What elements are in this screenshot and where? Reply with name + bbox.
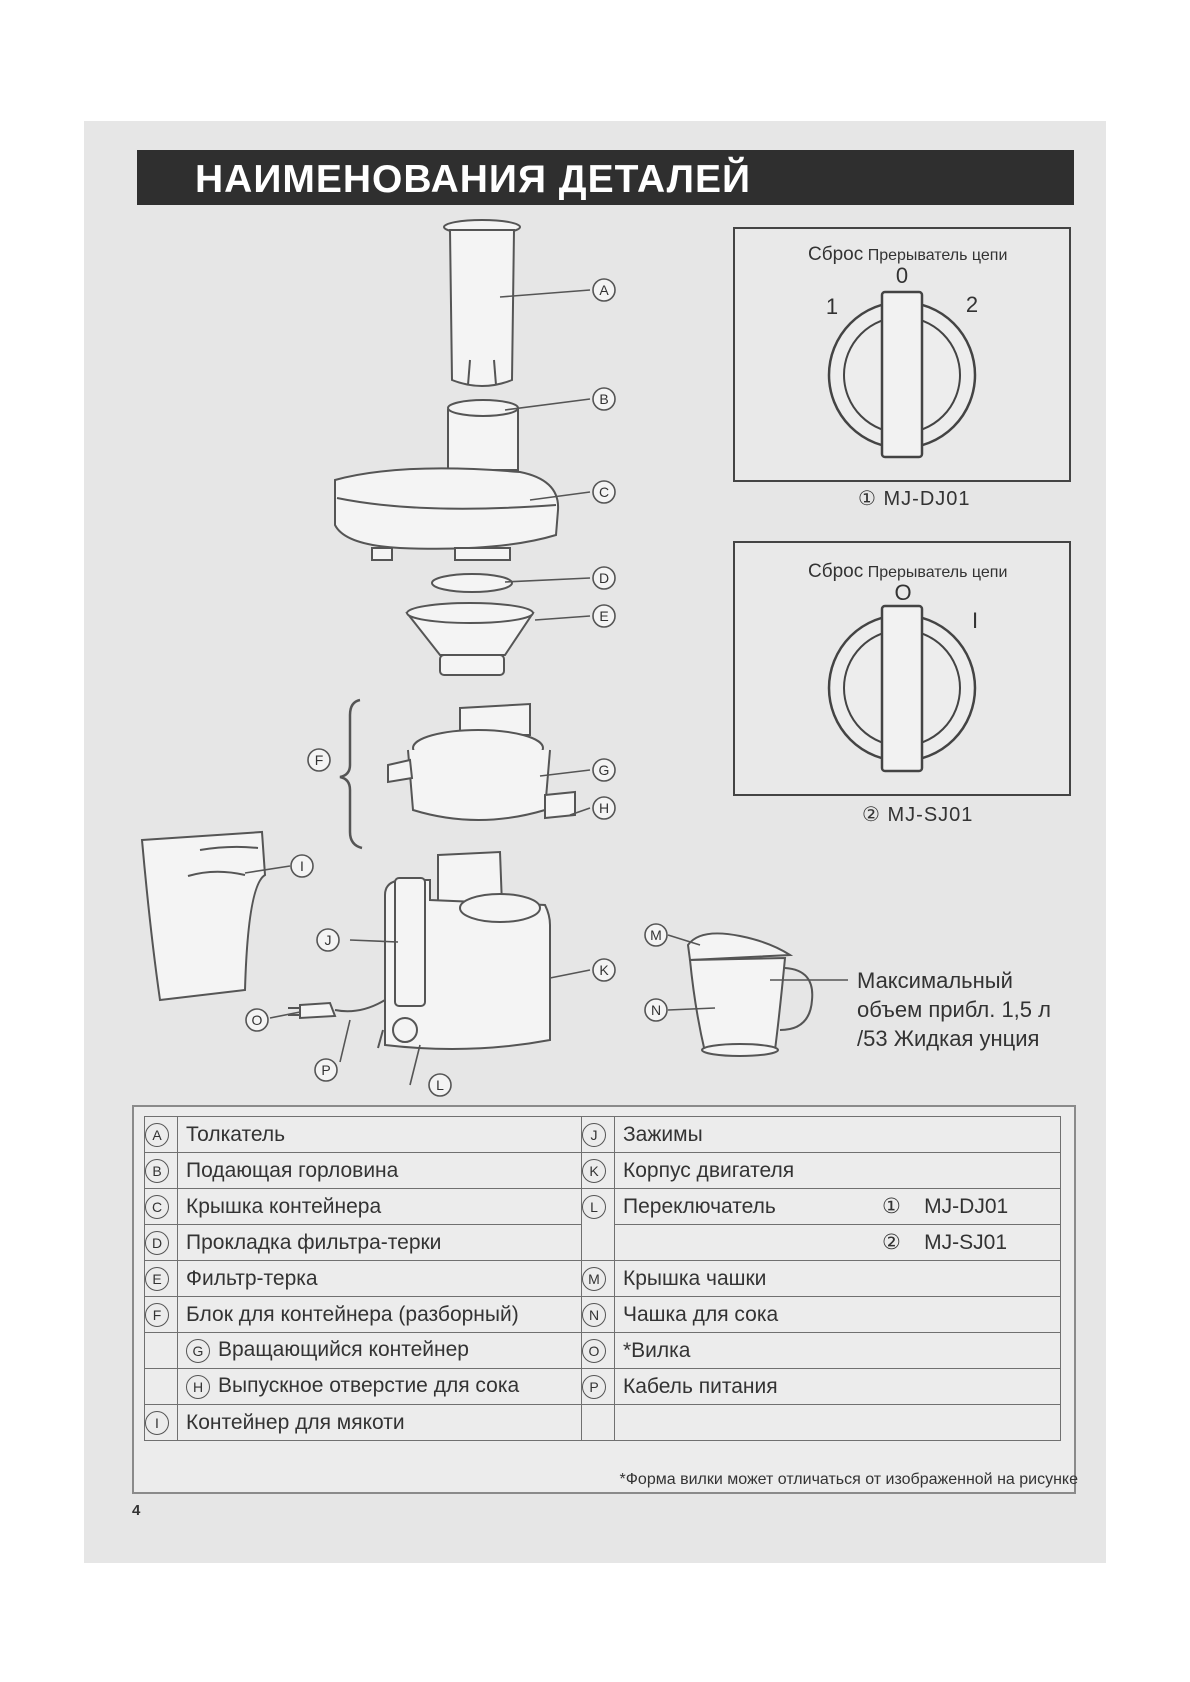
sub-part: [178, 1369, 582, 1405]
model-number: ①: [882, 1195, 901, 1218]
empty-cell: [615, 1405, 1061, 1441]
switch1-model: MJ-DJ01: [883, 488, 971, 510]
callout-d: D: [598, 570, 610, 586]
part-name: *Вилка: [615, 1333, 1061, 1369]
table-row: [145, 1369, 1061, 1405]
callout-a: A: [599, 282, 609, 298]
callout-p: P: [321, 1062, 331, 1078]
callout-k: K: [599, 962, 609, 978]
jug-capacity-note: [857, 966, 1087, 1053]
switch2-number: ②: [862, 804, 881, 826]
part-letter: O: [582, 1339, 606, 1363]
capacity-line-3: /53 Жидкая унция: [857, 1026, 1040, 1051]
model-name: MJ-DJ01: [924, 1195, 1009, 1218]
callout-o: O: [251, 1012, 263, 1028]
callout-b: B: [599, 391, 609, 407]
empty-cell: [145, 1369, 178, 1405]
switch1-reset-label: Сброс: [808, 244, 864, 265]
callout-l: L: [436, 1077, 444, 1093]
callout-h: H: [598, 800, 610, 816]
gasket-drawing: [432, 574, 512, 592]
empty-cell: [145, 1333, 178, 1369]
part-name: Крышка контейнера: [178, 1189, 582, 1225]
callout-e: E: [599, 608, 609, 624]
switch2-model: MJ-SJ01: [887, 804, 974, 826]
part-name: Крышка чашки: [615, 1261, 1061, 1297]
footnote: *Форма вилки может отличаться от изображенной на рисунке: [619, 1471, 1078, 1488]
switch2-title: [808, 561, 1007, 583]
callout-f: F: [314, 752, 324, 768]
part-letter: P: [582, 1375, 606, 1399]
part-letter: B: [145, 1159, 169, 1183]
part-letter: I: [145, 1411, 169, 1435]
switch1-pos-0: 0: [895, 263, 909, 288]
part-name: Толкатель: [178, 1117, 582, 1153]
callout-i: I: [300, 858, 304, 874]
rotating-container-drawing: [388, 704, 575, 820]
switch1-caption: [858, 486, 971, 511]
table-row: [145, 1189, 1061, 1225]
parts-table: [144, 1116, 1061, 1441]
callout-m: M: [650, 927, 662, 943]
callout-c: C: [598, 484, 610, 500]
switch2-reset-label: Сброс: [808, 561, 864, 582]
page-number: 4: [132, 1502, 141, 1519]
part-name: Фильтр-терка: [178, 1261, 582, 1297]
motor-base-drawing: [378, 852, 550, 1049]
part-name: Прокладка фильтра-терки: [178, 1225, 582, 1261]
part-letter: C: [145, 1195, 169, 1219]
switch2-breaker-label: Прерыватель цепи: [867, 564, 1008, 581]
part-letter: G: [186, 1339, 210, 1363]
part-name: Блок для контейнера (разборный): [178, 1297, 582, 1333]
callout-g: G: [598, 762, 610, 778]
table-row: [145, 1297, 1061, 1333]
part-name: Контейнер для мякоти: [178, 1405, 582, 1441]
part-letter: J: [582, 1123, 606, 1147]
part-name: Выпускное отверстие для сока: [218, 1374, 520, 1398]
model-name: MJ-SJ01: [924, 1231, 1008, 1254]
part-name: Чашка для сока: [615, 1297, 1061, 1333]
switch1-number: ①: [858, 488, 877, 510]
pulp-container-drawing: [142, 832, 265, 1000]
part-letter: H: [186, 1375, 210, 1399]
model-number: ②: [882, 1231, 901, 1254]
table-row: [145, 1153, 1061, 1189]
part-name: Переключатель: [615, 1189, 875, 1225]
callout-n: N: [650, 1002, 662, 1018]
empty-cell: [582, 1405, 615, 1441]
sub-part: [178, 1333, 582, 1369]
page-title: НАИМЕНОВАНИЯ ДЕТАЛЕЙ: [195, 158, 752, 201]
part-name: Вращающийся контейнер: [218, 1338, 469, 1362]
capacity-line-2: объем прибл. 1,5 л: [857, 997, 1051, 1022]
juice-jug-drawing: [688, 933, 812, 1056]
switch1-title: [808, 244, 1007, 266]
table-row: [145, 1117, 1061, 1153]
part-name: Кабель питания: [615, 1369, 1061, 1405]
filter-drawing: [407, 603, 533, 675]
part-letter: A: [145, 1123, 169, 1147]
bracket-f: [340, 700, 362, 848]
part-name: Подающая горловина: [178, 1153, 582, 1189]
table-row: [145, 1261, 1061, 1297]
capacity-line-1: Максимальный: [857, 968, 1013, 993]
part-letter: L: [582, 1195, 606, 1219]
switch2-caption: [862, 802, 973, 827]
table-row: [145, 1405, 1061, 1441]
part-name: Зажимы: [615, 1117, 1061, 1153]
part-letter: E: [145, 1267, 169, 1291]
callout-j: J: [324, 932, 332, 948]
switch2-pos-off: O: [894, 580, 912, 605]
lid-drawing: [335, 400, 558, 560]
switch-model-ref: [874, 1189, 1061, 1225]
part-letter: M: [582, 1267, 606, 1291]
part-name: Корпус двигателя: [615, 1153, 1061, 1189]
switch1-pos-2: 2: [965, 292, 979, 317]
part-letter: D: [145, 1231, 169, 1255]
part-letter: F: [145, 1303, 169, 1327]
empty-cell: [615, 1225, 875, 1261]
switch1-breaker-label: Прерыватель цепи: [867, 247, 1008, 264]
switch-model-ref: [874, 1225, 1061, 1261]
plug-drawing: [288, 1000, 385, 1018]
switch1-pos-1: 1: [825, 294, 839, 319]
part-letter: N: [582, 1303, 606, 1327]
table-row: [145, 1333, 1061, 1369]
part-letter: K: [582, 1159, 606, 1183]
switch2-pos-on: I: [971, 608, 979, 633]
pusher-drawing: [444, 220, 520, 386]
